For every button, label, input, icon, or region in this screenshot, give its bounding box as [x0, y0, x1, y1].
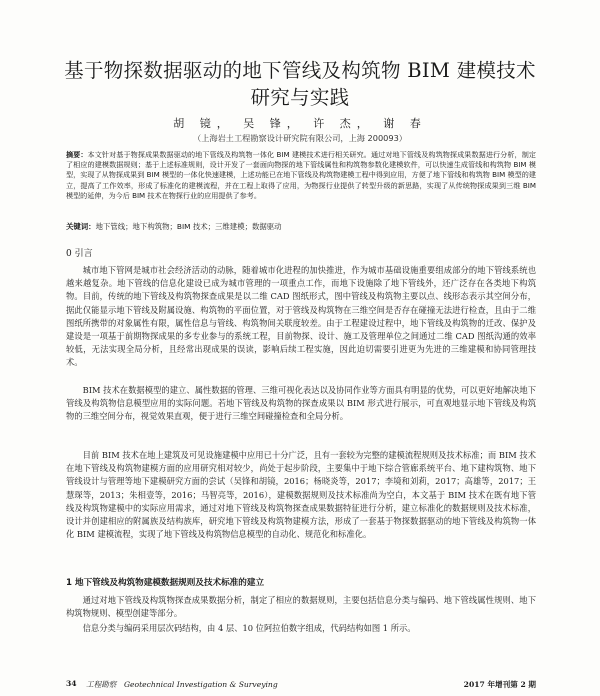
body-paragraph-5: 信息分类与编码采用层次码结构，由 4 层、10 位阿拉伯数字组成，代码结构如图 1 所示。: [82, 623, 416, 633]
abstract: [66, 150, 536, 201]
abstract-text: 本文针对基于物探成果数据驱动的地下管线及构筑物一体化 BIM 建模技术进行相关研究。通过对地下管线及构筑物探成果数据进行分析，制定了相应的建模数据规则；基于上述标准规则，设计开发了一套面向物探的地下管线属性和构筑物参数化建模软件，可以快速生成管线和构筑物 BIM 模型，实现了从物探成果到 BIM 模型的一体化快速建模，上述功能已在地下管线及构筑物建模工程中得到应用，方便了地下管线和构筑物 BIM 模型的建立，提高了工作效率，形成了标准化的建模流程，并在工程上取得了应用，为物探行业提供了转型升级的新思路，实现了从传统物探成果到三维 BIM 模型的延伸，为今后 BIM 技术在物探行业的应用提供了参考。: [66, 150, 536, 200]
authors: 胡 镜， 吴 锋， 许 杰， 谢 春: [173, 117, 427, 130]
keywords-label: 关键词：: [66, 222, 96, 231]
section-heading-1: 1 地下管线及构筑物建模数据规则及技术标准的建立: [66, 578, 265, 588]
body-paragraph-2: BIM 技术在数据模型的建立、属性数据的管理、三维可视化表达以及协同作业等方面具有明显的优势，可以更好地解决地下管线及构筑物信息模型应用的实际问题。若地下管线及构筑物的探查成果以 BIM 形式进行展示，可直观地显示地下管线及构筑物的三维空间分布，视觉效果直观，便于进行三维空间碰撞检查和全局分析。: [66, 385, 536, 422]
footer-page-number: 34: [66, 679, 77, 688]
body-paragraph-3: 目前 BIM 技术在地上建筑及可见设施建模中应用已十分广泛，且有一套较为完整的建模流程规则及技术标准；而 BIM 技术在地下管线及构筑物建模方面的应用研究相对较少，尚处于起步阶段，主要集中于地下综合管廊系统平台、地下建构筑物、地下管线设计与管理等地下建模研究方面的尝试（吴锋和胡镜，2016；杨晓炎等，2017；李境和刘莉，2017；高雄等，2017；王慧琛等，2013；朱相壹等，2016；马智亮等，2016），建模数据规则及技术标准尚为空白，本文基于 BIM 技术在既有地下管线及构筑物建模中的实际应用需求，通过对地下管线及构筑物探查成果数据特征进行分析，建立标准化的数据规则及技术标准，设计并创建相应的附属族及结构族库，研究地下管线及构筑物建模方法，形成了一套基于物探数据驱动的地下管线及构筑物一体化 BIM 建模流程，实现了地下管线及构筑物信息模型的自动化、规范化和标准化。: [66, 450, 536, 540]
keywords: [66, 222, 536, 232]
section-heading-intro: 0 引言: [66, 249, 93, 259]
keywords-text: 地下管线；地下构筑物；BIM 技术；三维建模；数据驱动: [95, 222, 282, 231]
footer-issue: 2017 年增刊第 2 期: [463, 680, 536, 689]
page-footer: [66, 679, 536, 691]
affiliation: （上海岩土工程勘察设计研究院有限公司，上海 200093）: [193, 133, 407, 143]
body-paragraph-4: 通过对地下管线及构筑物探查成果数据分析，制定了相应的数据规则，主要包括信息分类与编码、地下管线属性规则、地下构筑物规则、模型创建等部分。: [66, 595, 536, 619]
body-paragraph-1: 城市地下管网是城市社会经济活动的动脉，随着城市化进程的加快推进，作为城市基础设施重要组成部分的地下管线系统也越来越复杂。地下管线的信息化建设已成为城市管理的一项重点工作，而地下设施除了地下管线外，还广泛存在各类地下构筑物。目前，传统的地下管线及构筑物探查成果是以二维 CAD 图纸形式，图中管线及构筑物主要以点、线形态表示其空间分布，据此仅能显示地下管线及附属设施、构筑物的平面位置，对于管线及构筑物在三维空间是否存在碰撞无法进行检查，且由于二维图纸所携带的对象属性有限，属性信息与管线、构筑物间关联度较差。由于工程建设过程中，地下管线及构筑物的迁改、保护及建设是一项基于前期物探成果的多专业参与的系统工程，目前物探、设计、施工及管理单位之间通过二维 CAD 图纸沟通的效率较低，无法实现全局分析，且经常出现成果的误读，影响后续工程实施，因此迫切需要引进更为先进的三维建模和协同管理技术。: [66, 265, 536, 368]
abstract-label: 摘要：: [66, 150, 88, 159]
paper-title: 基于物探数据驱动的地下管线及构筑物 BIM 建模技术研究与实践: [64, 59, 536, 109]
footer-journal: 工程勘察 Geotechnical Investigation & Surveying: [86, 680, 278, 689]
